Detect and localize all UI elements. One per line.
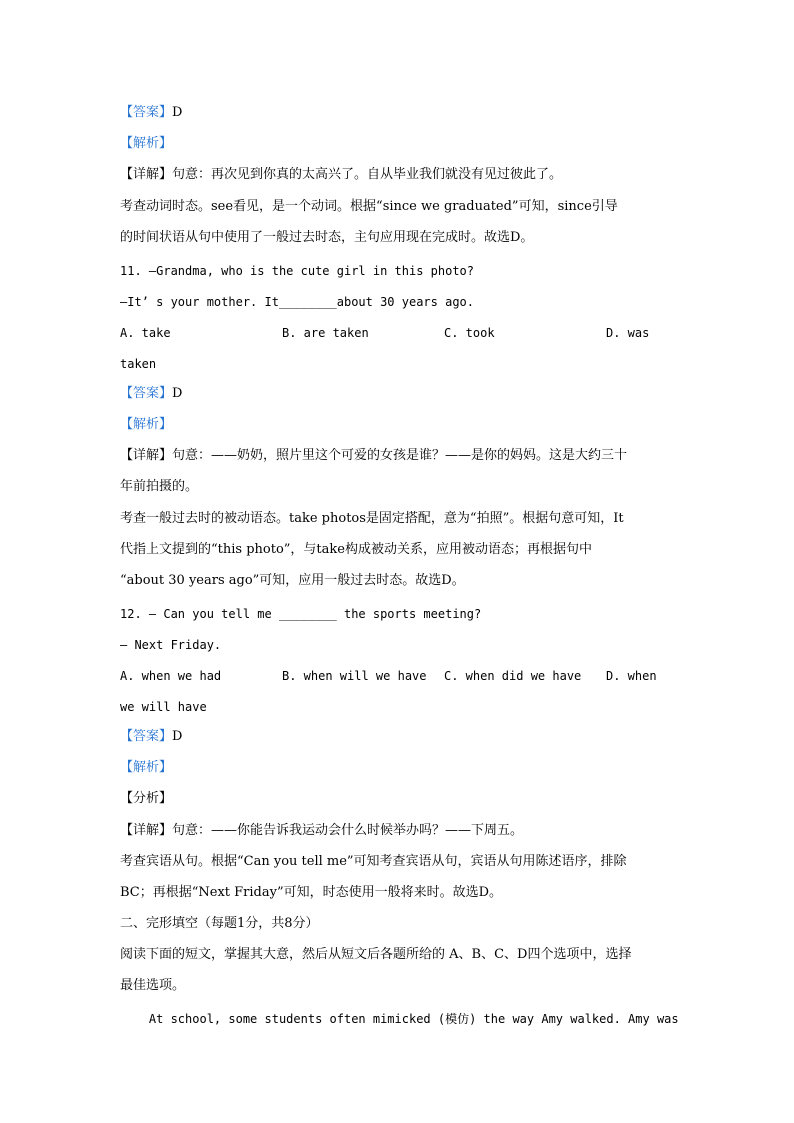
explain-line: 考查一般过去时的被动语态。take photos是固定搭配，意为“拍照”。根据句意可知，It (120, 511, 624, 526)
answer-line (120, 104, 182, 122)
explain-line: BC；再根据“Next Friday”可知，时态使用一般将来时。故选D。 (120, 885, 503, 900)
detail-text: 句意：再次见到你真的太高兴了。自从毕业我们就没有见过彼此了。 (172, 167, 563, 182)
detail-tag: 【详解】 (120, 823, 173, 838)
question-12-stem: 12. — Can you tell me ________ the sports meeting? (120, 607, 482, 621)
detail-line (120, 166, 562, 184)
option-b: B. are taken (282, 326, 369, 340)
option-c: C. when did we have (444, 669, 582, 683)
passage-line: At school, some students often mimicked (模仿) the way Amy walked. Amy was (120, 1012, 679, 1026)
detail-text: 句意：——你能告诉我运动会什么时候举办吗？——下周五。 (172, 823, 524, 838)
instruction-line: 阅读下面的短文，掌握其大意，然后从短文后各题所给的 A、B、C、D四个选项中，选择 (120, 947, 632, 962)
detail-tag: 【详解】 (120, 167, 173, 182)
analysis-line (120, 135, 172, 153)
explain-line: 考查宾语从句。根据“Can you tell me”可知考查宾语从句，宾语从句用陈述语序，排除 (120, 854, 627, 869)
analyze-line: 【分析】 (120, 791, 173, 806)
answer-value: D (172, 105, 183, 120)
option-a: A. take (120, 326, 171, 340)
answer-tag: 【答案】 (120, 105, 173, 120)
analysis-line (120, 416, 172, 434)
answer-value: D (172, 729, 183, 744)
detail-text: 句意：——奶奶，照片里这个可爱的女孩是谁？——是你的妈妈。这是大约三十 (172, 448, 628, 463)
option-d: D. was (606, 326, 650, 340)
explain-line: 代指上文提到的“this photo”，与take构成被动关系，应用被动语态；再根据句中 (120, 542, 592, 557)
detail-line (120, 822, 523, 840)
detail-tag: 【详解】 (120, 448, 173, 463)
detail-line: 年前拍摄的。 (120, 479, 199, 494)
answer-value: D (172, 386, 183, 401)
explain-line: “about 30 years ago”可知，应用一般过去时态。故选D。 (120, 573, 465, 588)
option-b: B. when will we have (282, 669, 427, 683)
option-a: A. when we had (120, 669, 222, 683)
option-d-continued: taken (120, 357, 157, 371)
answer-line (120, 728, 182, 746)
answer-line (120, 385, 182, 403)
analysis-tag: 【解析】 (120, 760, 173, 775)
option-d: D. when (606, 669, 657, 683)
answer-tag: 【答案】 (120, 386, 173, 401)
detail-line (120, 447, 627, 465)
section-heading: 二、完形填空（每题1分，共8分） (120, 916, 319, 931)
question-12-reply: — Next Friday. (120, 638, 222, 652)
option-c: C. took (444, 326, 495, 340)
analysis-tag: 【解析】 (120, 136, 173, 151)
explain-line: 的时间状语从句中使用了一般过去时态，主句应用现在完成时。故选D。 (120, 230, 534, 245)
option-d-continued: we will have (120, 700, 207, 714)
analysis-line (120, 759, 172, 777)
analysis-tag: 【解析】 (120, 417, 173, 432)
answer-tag: 【答案】 (120, 729, 173, 744)
explain-line: 考查动词时态。see看见，是一个动词。根据“since we graduated”可知，since引导 (120, 199, 618, 214)
question-11-stem: 11. —Grandma, who is the cute girl in this photo? (120, 264, 475, 278)
question-11-reply: —It’ s your mother. It________about 30 years ago. (120, 295, 475, 309)
instruction-line: 最佳选项。 (120, 978, 186, 993)
